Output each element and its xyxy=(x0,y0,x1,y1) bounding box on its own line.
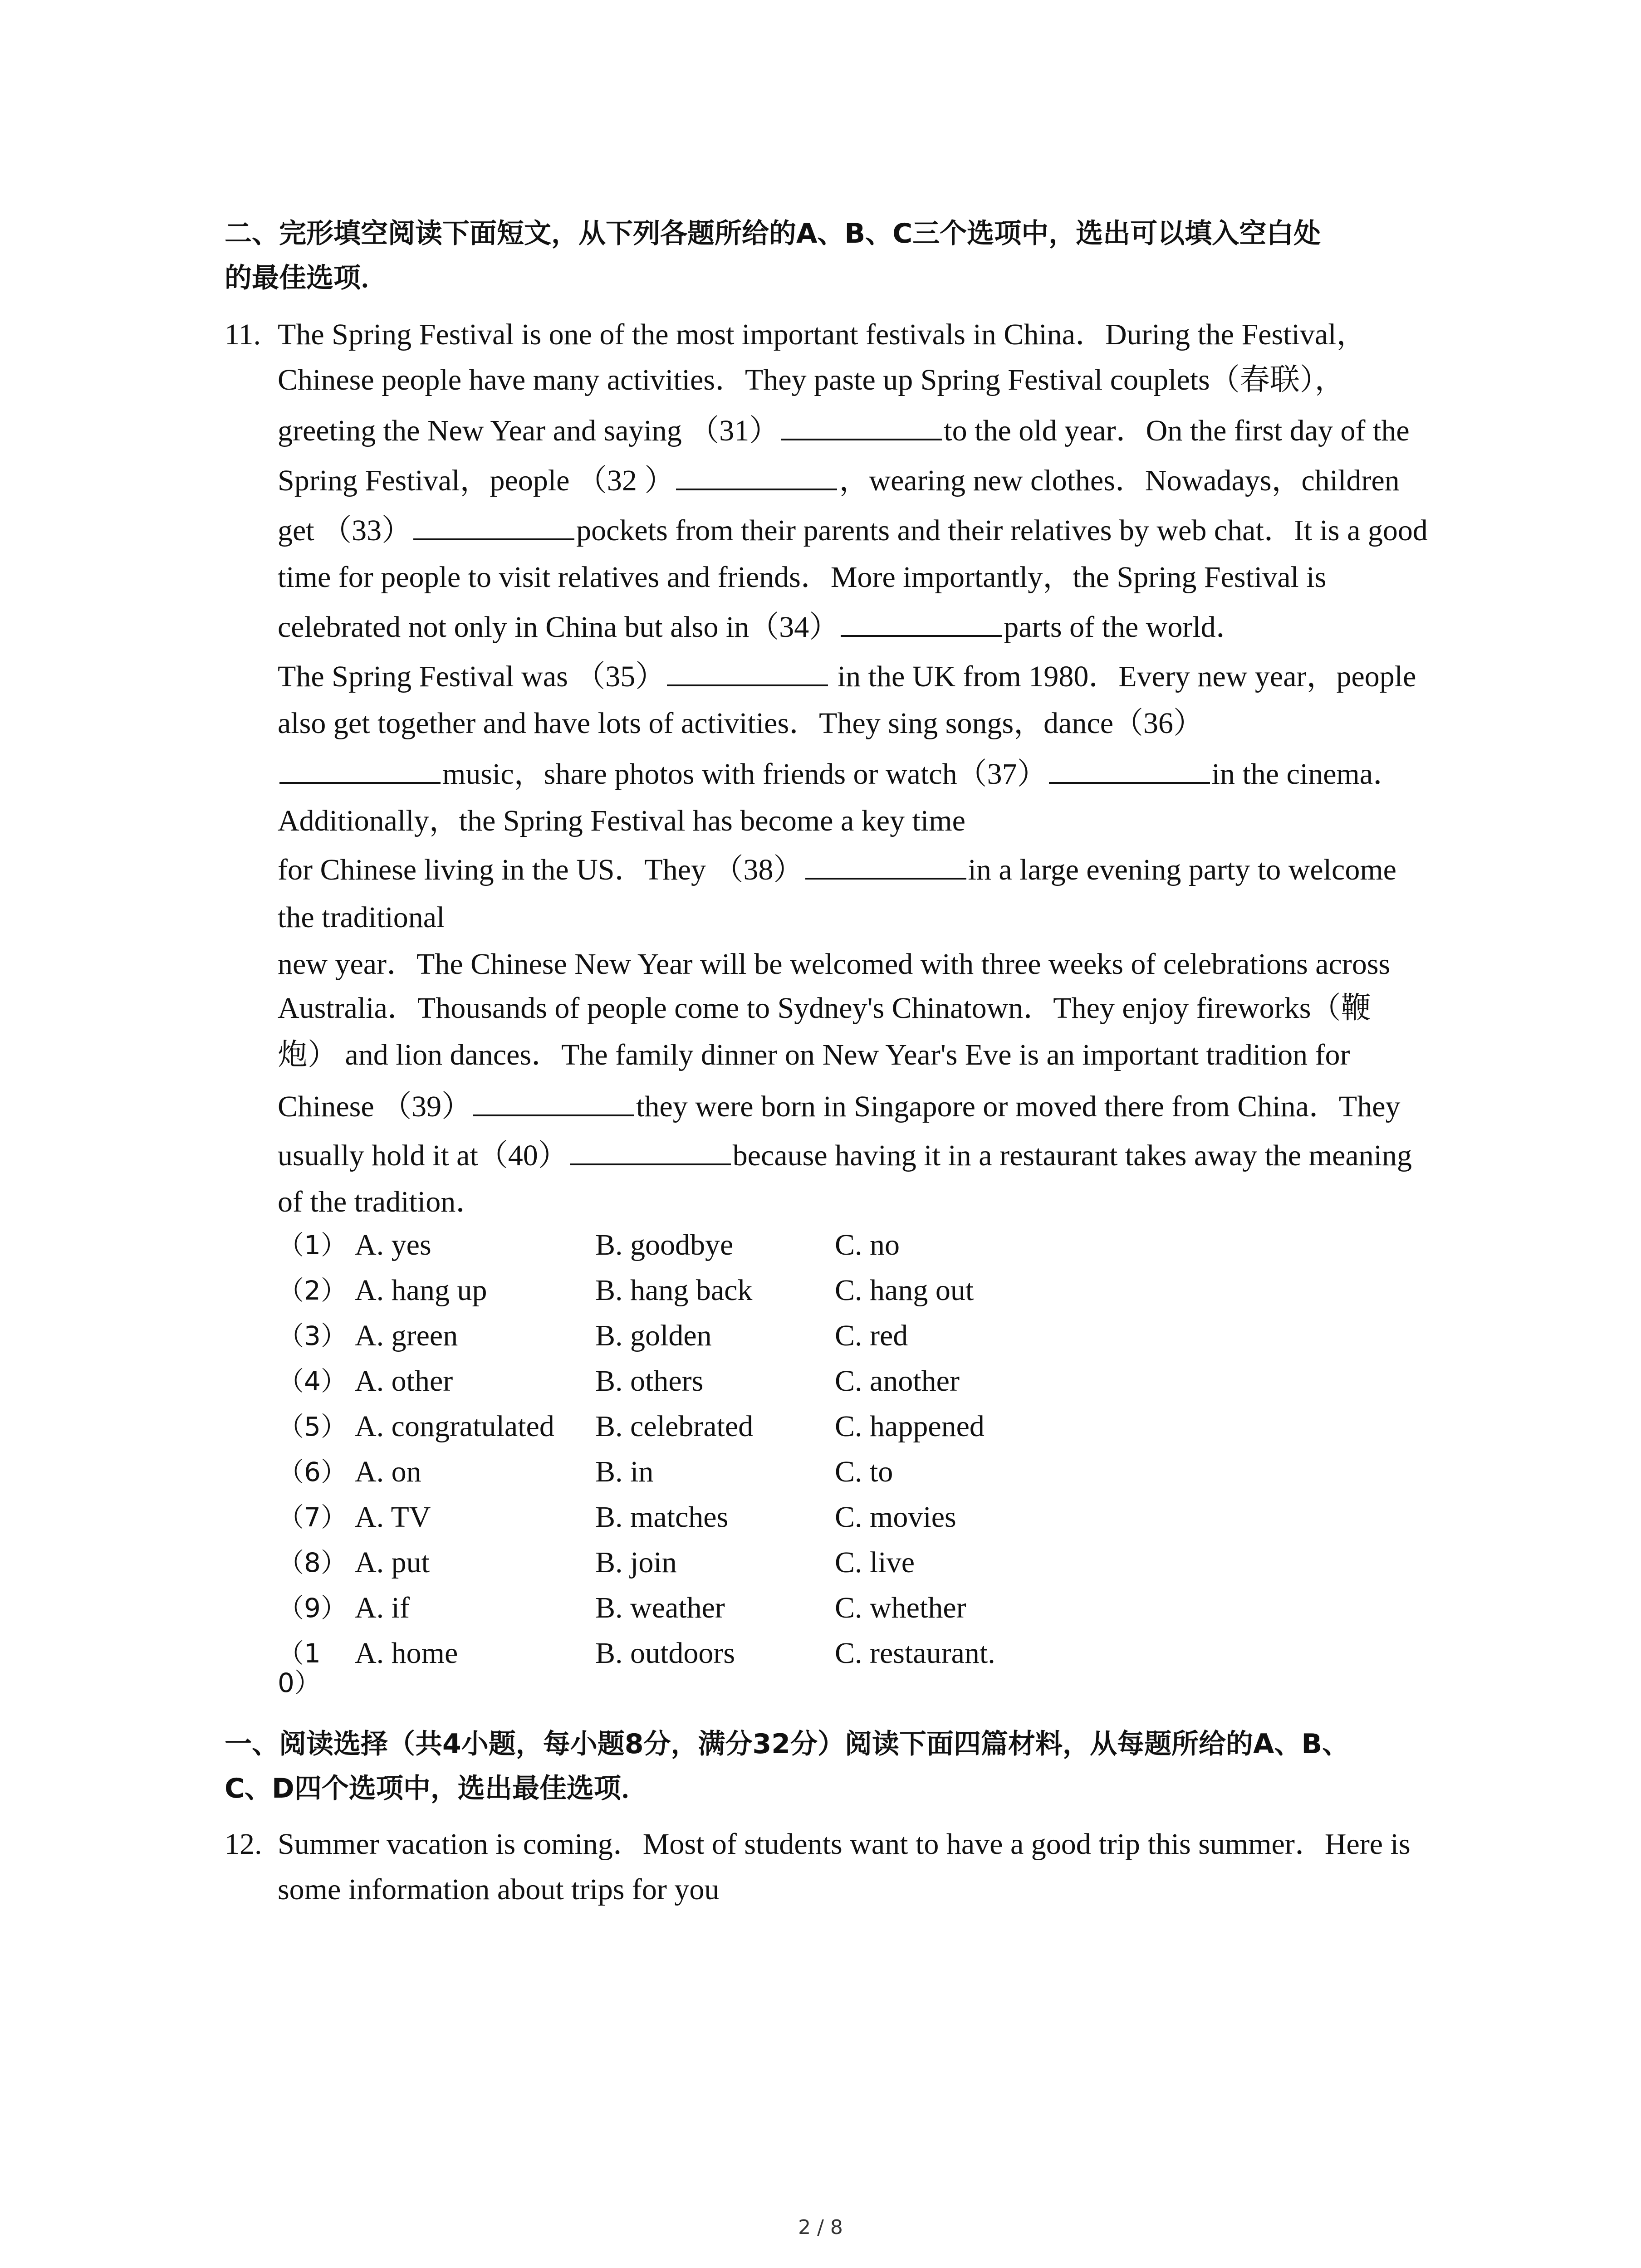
passage-line xyxy=(278,993,1371,1023)
passage-line xyxy=(278,1187,485,1217)
option-number: （8） xyxy=(278,1547,347,1578)
option-c[interactable]: C. red xyxy=(835,1319,908,1352)
passage-text: The Spring Festival is one of the most important festivals in China．During the Festival， xyxy=(278,318,1367,351)
option-b[interactable]: B. golden xyxy=(595,1319,712,1352)
passage-text: the traditional xyxy=(278,901,445,934)
option-b[interactable]: B. goodbye xyxy=(595,1228,734,1261)
option-a[interactable]: A. put xyxy=(355,1546,430,1579)
option-a[interactable]: A. on xyxy=(355,1455,421,1488)
option-a[interactable]: A. TV xyxy=(355,1501,431,1534)
passage-text: The Spring Festival was （35） xyxy=(278,660,666,693)
option-number: （1） xyxy=(278,1230,347,1261)
option-b[interactable]: B. weather xyxy=(595,1591,725,1624)
passage-text: Australia．Thousands of people come to Sydney's Chinatown．They enjoy fireworks（鞭 xyxy=(278,992,1371,1025)
passage-line xyxy=(278,949,1390,979)
option-c[interactable]: C. no xyxy=(835,1228,900,1261)
passage-text: Spring Festival，people （32 ） xyxy=(278,464,675,497)
passage-text: Additionally，the Spring Festival has become a key time xyxy=(278,804,965,837)
option-number: （9） xyxy=(278,1593,347,1623)
question-12-line: some information about trips for you xyxy=(278,1873,720,1906)
option-c[interactable]: C. live xyxy=(835,1546,915,1579)
passage-text: to the old year．On the first day of the xyxy=(944,414,1410,447)
passage-line xyxy=(278,562,1326,592)
page-number: 2 / 8 xyxy=(798,2216,843,2239)
option-number: （6） xyxy=(278,1457,347,1487)
answer-blank[interactable] xyxy=(413,515,574,540)
passage-text: get （33） xyxy=(278,514,412,547)
passage-text: Chinese people have many activities．They paste up Spring Festival couplets（春联）， xyxy=(278,363,1345,396)
option-c[interactable]: C. restaurant. xyxy=(835,1637,995,1670)
passage-line xyxy=(278,465,1400,496)
passage-line xyxy=(278,758,1403,789)
option-c[interactable]: C. another xyxy=(835,1364,960,1398)
option-b[interactable]: B. matches xyxy=(595,1501,729,1534)
cloze-section-heading-cont: 的最佳选项． xyxy=(225,262,388,294)
option-b[interactable]: B. celebrated xyxy=(595,1410,754,1443)
passage-text: Chinese （39） xyxy=(278,1090,472,1123)
passage-text: pockets from their parents and their relatives by web chat．It is a good xyxy=(576,514,1428,547)
passage-text: time for people to visit relatives and friends．More importantly，the Spring Festival is xyxy=(278,561,1327,594)
passage-text: in the cinema． xyxy=(1211,758,1403,791)
option-number: （4） xyxy=(278,1366,347,1397)
option-b[interactable]: B. in xyxy=(595,1455,654,1488)
passage-text: for Chinese living in the US．They （38） xyxy=(278,853,803,886)
answer-blank[interactable] xyxy=(570,1140,731,1165)
option-a[interactable]: A. congratulated xyxy=(355,1410,554,1443)
passage-text: of the tradition． xyxy=(278,1185,486,1218)
passage-text: parts of the world． xyxy=(1004,611,1246,644)
passage-text: celebrated not only in China but also in（34） xyxy=(278,611,839,644)
question-number-11: 11. xyxy=(225,318,261,351)
option-c[interactable]: C. movies xyxy=(835,1501,956,1534)
passage-text: they were born in Singapore or moved there from China．They xyxy=(636,1090,1401,1123)
option-b[interactable]: B. hang back xyxy=(595,1274,753,1307)
option-number: （2） xyxy=(278,1275,347,1306)
answer-blank[interactable] xyxy=(1049,758,1210,784)
passage-text: new year．The Chinese New Year will be welcomed with three weeks of celebrations across xyxy=(278,948,1391,981)
reading-section-heading-cont: C、D四个选项中，选出最佳选项． xyxy=(225,1773,648,1804)
option-a[interactable]: A. home xyxy=(355,1637,458,1670)
option-a[interactable]: A. if xyxy=(355,1591,410,1624)
passage-text: usually hold it at（40） xyxy=(278,1139,568,1172)
passage-text: because having it in a restaurant takes away the meaning xyxy=(732,1139,1412,1172)
passage-line xyxy=(278,415,1410,446)
cloze-section-heading: 二、完形填空阅读下面短文，从下列各题所给的A、B、C三个选项中，选出可以填入空白处 xyxy=(225,218,1321,249)
option-a[interactable]: A. other xyxy=(355,1364,453,1398)
passage-line xyxy=(278,1091,1401,1122)
passage-text: also get together and have lots of activities．They sing songs，dance（36） xyxy=(278,707,1204,740)
answer-blank[interactable] xyxy=(667,661,828,686)
passage-line xyxy=(278,365,1345,395)
answer-blank[interactable] xyxy=(841,611,1002,637)
option-c[interactable]: C. happened xyxy=(835,1410,985,1443)
passage-line xyxy=(278,515,1428,546)
option-number: （7） xyxy=(278,1502,347,1533)
passage-line xyxy=(278,1140,1412,1171)
passage-line xyxy=(278,661,1416,692)
passage-line xyxy=(278,320,1367,350)
answer-blank[interactable] xyxy=(473,1091,634,1116)
passage-text: in a large evening party to welcome xyxy=(968,853,1396,886)
question-number-12: 12. xyxy=(225,1828,262,1861)
passage-text: in the UK from 1980．Every new year，people xyxy=(830,660,1416,693)
passage-text: music，share photos with friends or watch（37） xyxy=(442,758,1047,791)
option-number: （3） xyxy=(278,1320,347,1351)
answer-blank[interactable] xyxy=(781,415,942,440)
answer-blank[interactable] xyxy=(279,758,441,784)
option-number: （1 xyxy=(278,1638,321,1669)
passage-line xyxy=(278,806,965,836)
reading-section-heading: 一、阅读选择（共4小题，每小题8分，满分32分）阅读下面四篇材料，从每题所给的A、B、 xyxy=(225,1728,1350,1760)
option-number: （5） xyxy=(278,1411,347,1442)
option-a[interactable]: A. yes xyxy=(355,1228,431,1261)
passage-text: 炮） and lion dances．The family dinner on New Year's Eve is an important tradition for xyxy=(278,1038,1350,1071)
option-c[interactable]: C. whether xyxy=(835,1591,966,1624)
answer-blank[interactable] xyxy=(805,854,966,880)
passage-text: ，wearing new clothes．Nowadays，children xyxy=(839,464,1400,497)
passage-line xyxy=(278,611,1246,642)
passage-text: greeting the New Year and saying （31） xyxy=(278,414,779,447)
option-a[interactable]: A. green xyxy=(355,1319,458,1352)
option-b[interactable]: B. join xyxy=(595,1546,677,1579)
passage-line xyxy=(278,903,445,933)
question-12-line: Summer vacation is coming．Most of students want to have a good trip this summer．Here is xyxy=(278,1828,1411,1861)
option-a[interactable]: A. hang up xyxy=(355,1274,487,1307)
answer-blank[interactable] xyxy=(676,465,837,490)
option-c[interactable]: C. hang out xyxy=(835,1274,974,1307)
passage-line xyxy=(278,854,1396,885)
option-b[interactable]: B. others xyxy=(595,1364,704,1398)
passage-line xyxy=(278,1040,1350,1070)
option-b[interactable]: B. outdoors xyxy=(595,1637,735,1670)
passage-line xyxy=(278,709,1203,738)
option-c[interactable]: C. to xyxy=(835,1455,893,1488)
option-number-tail: 0） xyxy=(278,1667,321,1698)
